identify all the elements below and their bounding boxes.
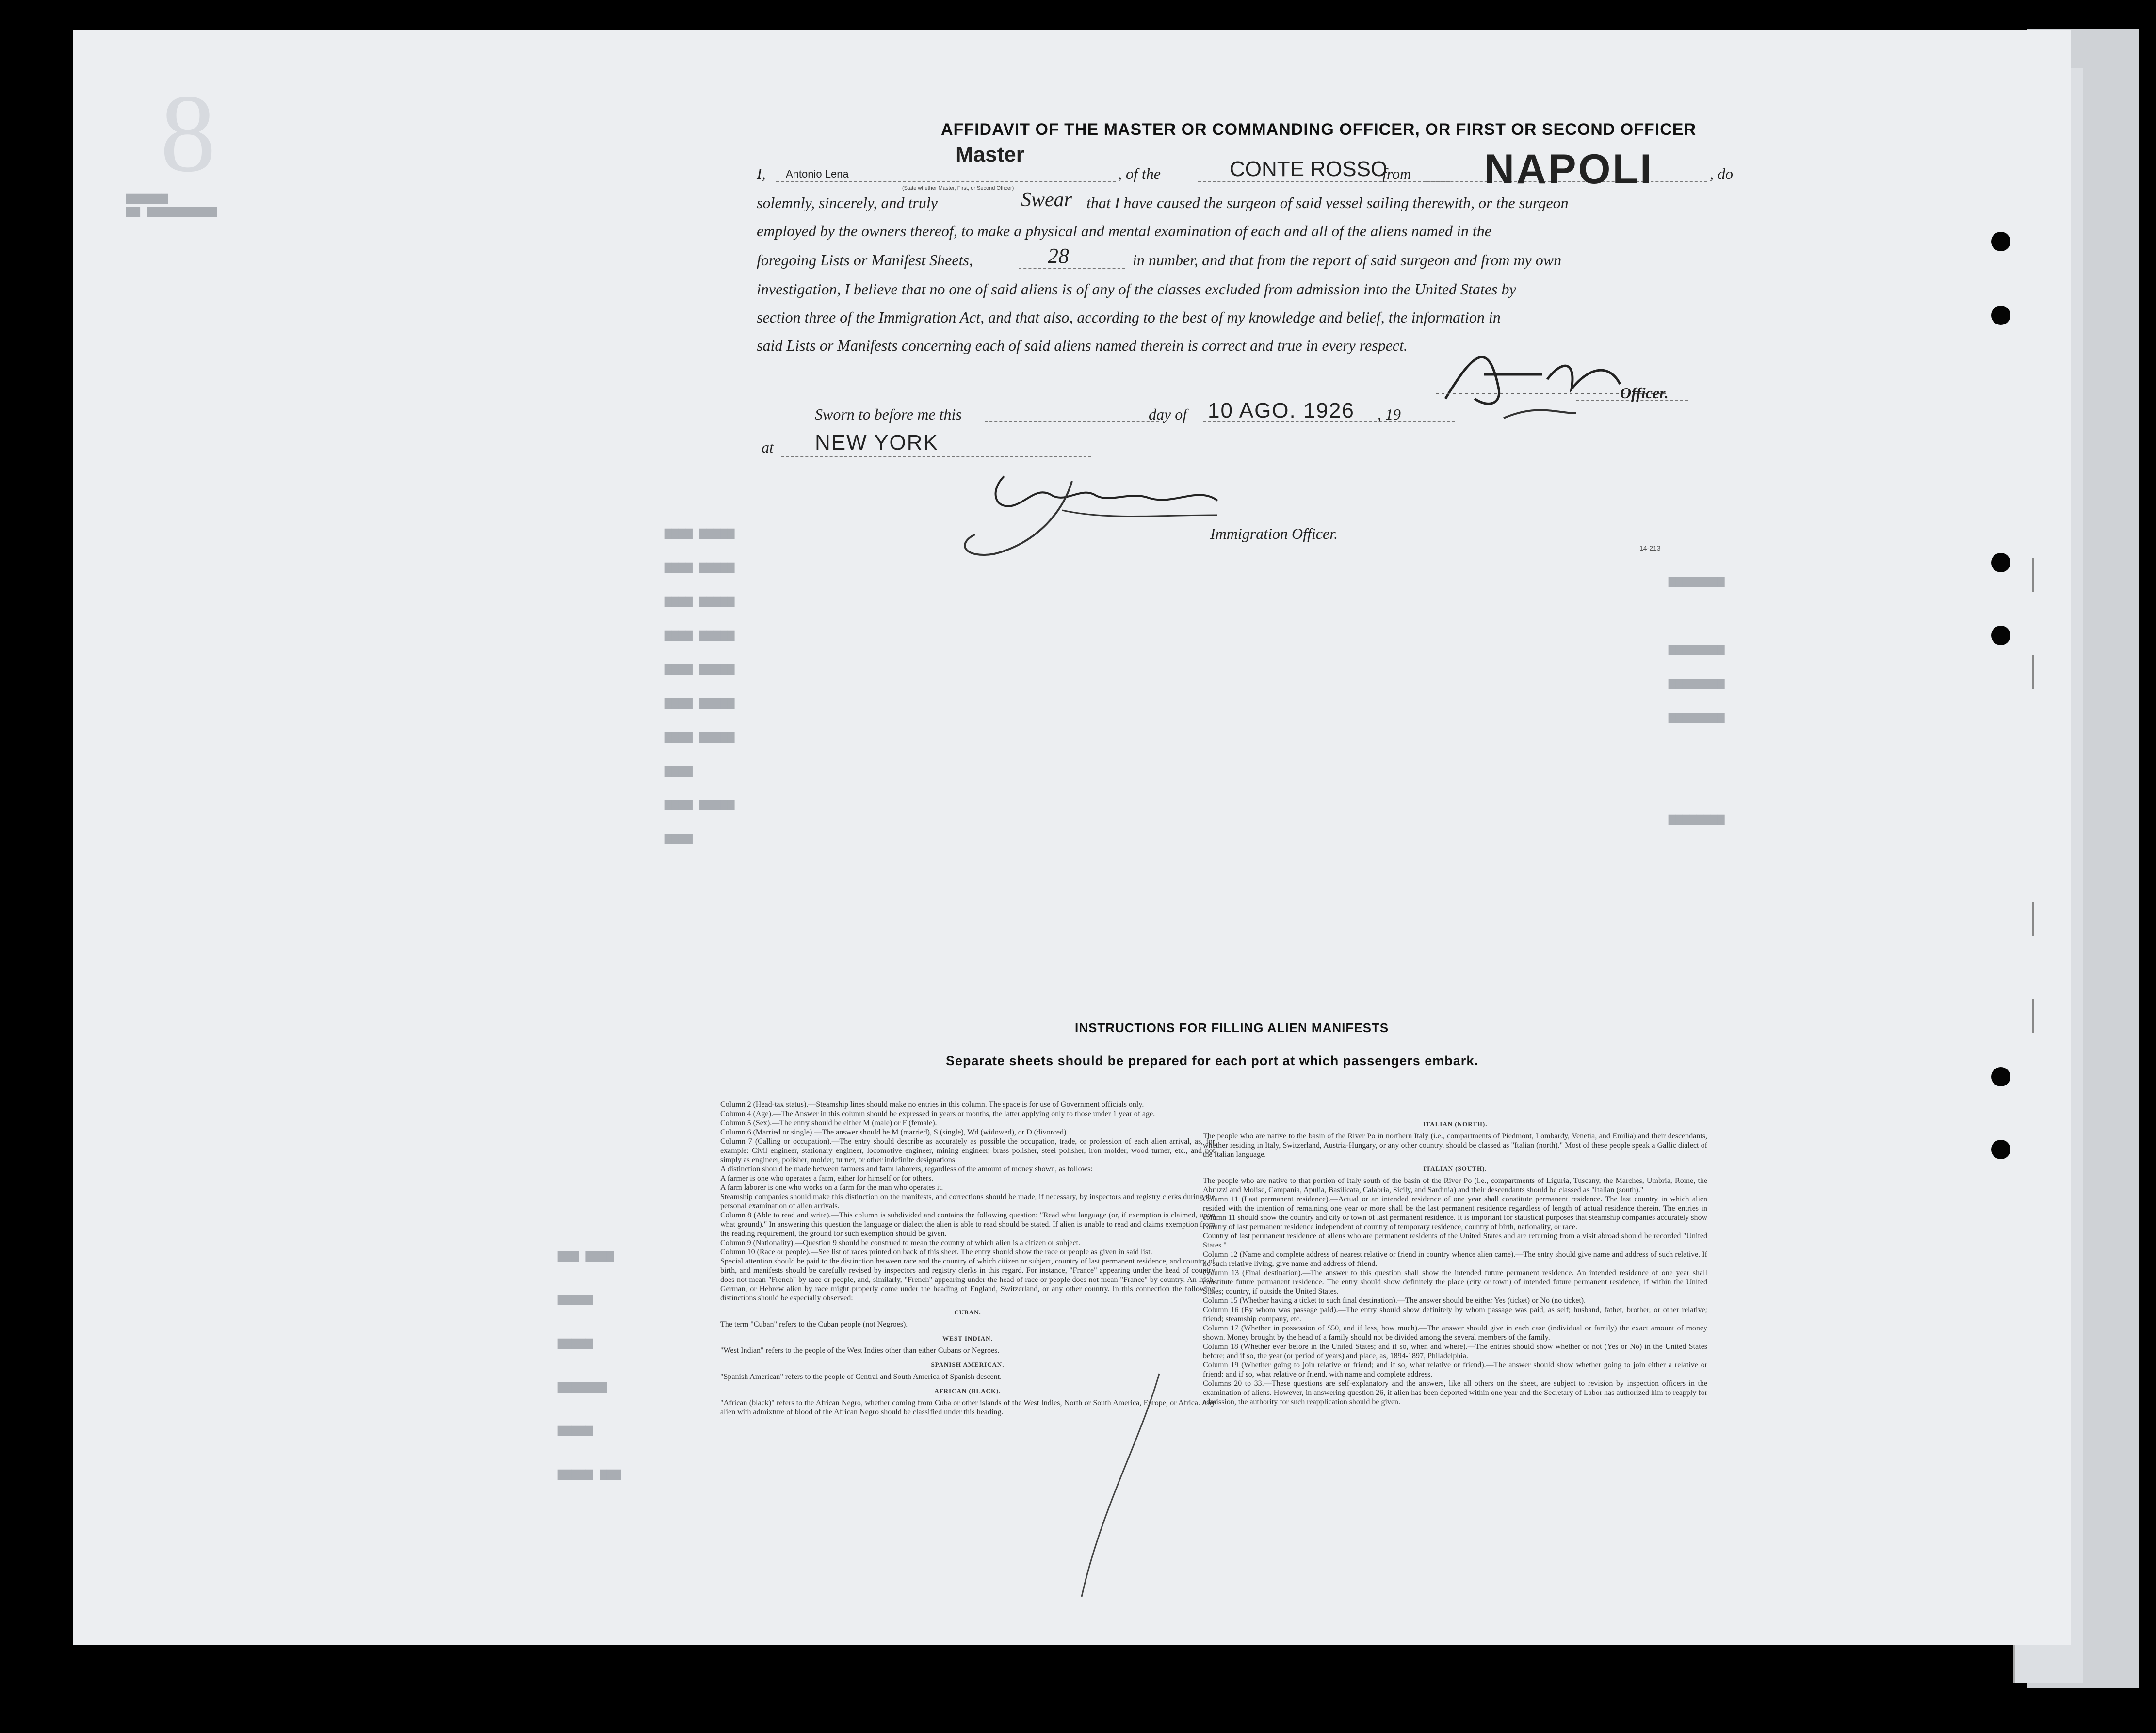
italian-north-definition: The people who are native to the basin of the River Po in northern Italy (i.e., compartments of Piedmont, Lombardy, Venetia, and Emilia) and their descendants, whether residing in Italy, Switzerland, Austria-Hungary, or any other country, should be classed as "Italian (north)." Most of these people speak a Gallic dialect of the Italian language.	[1203, 1132, 1707, 1159]
instruction-paragraph: Column 16 (By whom was passage paid).—The entry should show definitely by whom passage was paid, as self; husband, father, brother, or other relative; friend; steamship company, etc.	[1203, 1306, 1707, 1323]
instruction-paragraph: Column 13 (Final destination).—The answer to this question shall show the intended future permanent residence. An intended residence of one year shall constitute future permanent residence. The entry should show definitely the place (city or town) of intended future permanent residence, if within the United States; country, if outside the United States.	[1203, 1269, 1707, 1296]
instruction-paragraph: Columns 20 to 33.—These questions are self-explanatory and the answers, like all others on the sheet, are subject to revision by inspection officers in the examination of aliens. However, in answering question 26, if alien has been deported within one year and the Secretary of Labor has authorized him to reapply for admission, the authority for such reapplication should be given.	[1203, 1379, 1707, 1406]
instruction-paragraph: Column 5 (Sex).—The entry should be either M (male) or F (female).	[720, 1119, 937, 1127]
tally-mark	[2032, 558, 2034, 592]
cuban-heading: CUBAN.	[954, 1309, 981, 1316]
west-indian-definition: "West Indian" refers to the people of the West Indies other than either Cubans or Negroes.	[720, 1346, 1000, 1355]
binder-hole	[1991, 626, 2010, 645]
pen-stroke	[994, 1364, 1188, 1606]
ghost-text: ▆▆▆▆▆▆ ▆▆ ▆▆▆▆▆▆▆▆▆▆	[126, 190, 217, 217]
instruction-paragraph: Column 6 (Married or single).—The answer should be M (married), S (single), Wd (widowed), or D (divorced).	[720, 1128, 1069, 1136]
binder-hole	[1991, 232, 2010, 251]
spanish-american-heading: SPANISH AMERICAN.	[931, 1361, 1005, 1368]
sworn-date: 10 AGO. 1926	[1208, 399, 1355, 422]
sworn-place: NEW YORK	[815, 431, 939, 454]
ship-name: CONTE ROSSO	[1230, 157, 1388, 181]
officer-label: Officer.	[1620, 384, 1669, 402]
form-number: 14-213	[1639, 544, 1661, 552]
master-name: Antonio Lena	[786, 168, 849, 180]
instruction-paragraph: A distinction should be made between farmers and farm laborers, regardless of the amount of money shown, as follows:	[720, 1165, 1093, 1173]
affidavit-line4a: foregoing Lists or Manifest Sheets,	[757, 251, 973, 269]
port-name: NAPOLI	[1484, 146, 1653, 193]
manifest-sheet	[73, 30, 2071, 1645]
immigration-officer-label: Immigration Officer.	[1210, 525, 1338, 542]
sheet-count: 28	[1048, 244, 1069, 268]
ghost-column-right: ▆▆▆▆▆▆▆▆ ▆▆▆▆▆▆▆▆ ▆▆▆▆▆▆▆▆ ▆▆▆▆▆▆▆▆ ▆▆▆▆▆▆▆▆	[1669, 574, 1725, 825]
sworn-label: Sworn to before me this	[815, 405, 962, 423]
tally-mark	[2032, 902, 2034, 936]
affidavit-line5: investigation, I believe that no one of said aliens is of any of the classes excluded from admission into the United States by	[757, 280, 1516, 298]
cuban-definition: The term "Cuban" refers to the Cuban people (not Negroes).	[720, 1320, 908, 1328]
italian-south-definition: The people who are native to that portion of Italy south of the basin of the River Po (i.e., compartments of Liguria, Tuscany, the Marches, Umbria, Rome, the Abruzzi and Molise, Campania, Apulia, Basilicata, Calabria, Sicily, and Sardinia) and their descendants should be classed as "Italian (south)."	[1203, 1177, 1707, 1194]
ghost-column-lower: ▆▆▆ ▆▆▆▆ ▆▆▆▆▆ ▆▆▆▆▆ ▆▆▆▆▆▆▆ ▆▆▆▆▆ ▆▆▆▆▆ ▆▆▆	[558, 1248, 621, 1480]
instruction-paragraph: Column 11 (Last permanent residence).—Actual or an intended residence of one year shall constitute permanent residence. The last country in which alien resided with the intention of remaining one year or more shall be the last permanent residence regardless of length of actual residence therein. The entries in column 11 should show the country and city or town of last permanent residence. It is important for statistical purposes that steamship companies accurately show country of last permanent residence independent of country of temporary residence, country of birth, nationality, or race.	[1203, 1195, 1707, 1231]
tally-mark	[2032, 999, 2034, 1033]
instruction-paragraph: Special attention should be paid to the distinction between race and the country of which citizen or subject, country of last permanent residence, and country of birth, and manifests should be carefully revised by inspectors and registry clerks in this regard. For instance, "France" appearing under the head of country does not mean "French" by race or people, and, similarly, "French" appearing under the head of race or people does not mean "France" by country. An Irish, German, or Hebrew alien by race might properly come under the heading of England, Switzerland, or any other country. In this connection the following distinctions should be especially observed:	[720, 1257, 1215, 1302]
west-indian-heading: WEST INDIAN.	[942, 1335, 993, 1342]
affidavit-line2b: that I have caused the surgeon of said vessel sailing therewith, or the surgeon	[1086, 194, 1569, 211]
african-definition: "African (black)" refers to the African Negro, whether coming from Cuba or other islands of the West Indies, North or South America, Europe, or Africa. Any alien with admixture of blood of the African Negro should be classified under this heading.	[720, 1399, 1215, 1416]
instruction-paragraph: Column 7 (Calling or occupation).—The entry should describe as accurately as possible the occupation, trade, or profession of each alien arrival, as, for example: Civil engineer, stationary engineer, locomotive engineer, mining engineer, brass polisher, steel polisher, iron molder, wood turner, etc., and not simply as engineer, polisher, molder, turner, or other indefinite designations.	[720, 1137, 1215, 1164]
binder-hole	[1991, 1140, 2010, 1159]
instruction-paragraph: Column 2 (Head-tax status).—Steamship lines should make no entries in this column. The space is for use of Government officials only.	[720, 1101, 1144, 1109]
instruction-paragraph: Column 15 (Whether having a ticket to such final destination).—The answer should be either Yes (ticket) or No (no ticket).	[1203, 1296, 1586, 1305]
instruction-paragraph: Column 10 (Race or people).—See list of races printed on back of this sheet. The entry should show the race or people as given in said list.	[720, 1248, 1152, 1256]
instructions-title: INSTRUCTIONS FOR FILLING ALIEN MANIFESTS	[1075, 1020, 1389, 1035]
from-label: from	[1382, 165, 1411, 182]
affidavit-line4b: in number, and that from the report of said surgeon and from my own	[1133, 251, 1562, 269]
instruction-paragraph: Column 4 (Age).—The Answer in this column should be expressed in years or months, the latter applying only to those under 1 year of age.	[720, 1110, 1155, 1118]
african-heading: AFRICAN (BLACK).	[934, 1387, 1001, 1394]
affidavit-i: I,	[757, 165, 766, 182]
instruction-paragraph: Column 18 (Whether ever before in the United States; and if so, when and where).—The entries should show whether or not (Yes or No) in the United States before; and if so, the year (or period of years) and place, as, 1894-1897, Philadelphia.	[1203, 1343, 1707, 1360]
swear-stamp: Swear	[1021, 189, 1072, 211]
binder-hole	[1991, 553, 2010, 572]
affidavit-line7: said Lists or Manifests concerning each of said aliens named therein is correct and true in every respect.	[757, 337, 1408, 354]
affidavit-line3: employed by the owners thereof, to make a physical and mental examination of each and all of the aliens named in the	[757, 222, 1491, 240]
binder-hole	[1991, 1067, 2010, 1086]
affidavit-line2a: solemnly, sincerely, and truly	[757, 194, 938, 211]
tally-mark	[2032, 655, 2034, 689]
instruction-paragraph: Column 12 (Name and complete address of nearest relative or friend in country whence alien came).—The entry should give name and address of such relative. If no such relative living, give name and address of friend.	[1203, 1250, 1707, 1268]
immigration-officer-signature	[946, 457, 1324, 583]
instructions-subtitle: Separate sheets should be prepared for each port at which passengers embark.	[946, 1053, 1478, 1068]
instructions-right-column	[1203, 1115, 1707, 1407]
binder-hole	[1991, 306, 2010, 325]
italian-north-heading: ITALIAN (NORTH).	[1423, 1120, 1488, 1128]
do-label: , do	[1710, 165, 1733, 182]
instruction-paragraph: Country of last permanent residence of aliens who are permanent residents of the United States and are returning from a visit abroad should be recorded "United States."	[1203, 1232, 1707, 1249]
instruction-paragraph: Column 8 (Able to read and write).—This column is subdivided and contains the following question: "Read what language (or, if exemption is claimed, upon what ground)." In answering this question the language or dialect the alien is able to read should be stated. If alien is unable to read and claims exemption from the reading requirement, the ground for such exemption should be given.	[720, 1211, 1215, 1238]
rank-note: (State whether Master, First, or Second Officer)	[902, 185, 1014, 191]
affidavit-title: AFFIDAVIT OF THE MASTER OR COMMANDING OFFICER, OR FIRST OR SECOND OFFICER	[941, 120, 1696, 139]
sheet-number: 8	[160, 71, 216, 195]
instruction-paragraph: A farmer is one who operates a farm, either for himself or for others.	[720, 1174, 934, 1182]
of-the-label: , of the	[1118, 165, 1161, 182]
italian-south-heading: ITALIAN (SOUTH).	[1423, 1165, 1487, 1172]
master-signature	[1416, 331, 1688, 428]
instruction-paragraph: A farm laborer is one who works on a farm for the man who operates it.	[720, 1183, 943, 1192]
spanish-american-definition: "Spanish American" refers to the people of Central and South America of Spanish descent.	[720, 1373, 1002, 1381]
at-label: at	[762, 438, 774, 456]
instruction-paragraph: Steamship companies should make this distinction on the manifests, and corrections should be made, if necessary, by inspectors and registry clerks during the personal examination of alien arrivals.	[720, 1193, 1215, 1210]
day-of-label: day of	[1149, 405, 1187, 423]
instruction-paragraph: Column 19 (Whether going to join relative or friend; and if so, what relative or friend).—The answer should show whether going to join either a relative or friend; and if so, what relative or friend, with name and complete address.	[1203, 1361, 1707, 1378]
instruction-paragraph: Column 9 (Nationality).—Question 9 should be construed to mean the country of which alien is a citizen or subject.	[720, 1239, 1081, 1247]
year-prefix: , 19	[1378, 405, 1401, 423]
ghost-column: ▆▆▆▆ ▆▆▆▆▆ ▆▆▆▆ ▆▆▆▆▆ ▆▆▆▆ ▆▆▆▆▆ ▆▆▆▆ ▆▆▆▆▆ ▆▆▆▆ ▆▆▆▆▆ ▆▆▆▆ ▆▆▆▆▆ ▆▆▆▆ ▆▆▆▆▆ ▆▆▆▆ ▆▆▆▆ ▆▆▆▆▆ ▆▆▆▆	[665, 525, 735, 844]
instruction-paragraph: Column 17 (Whether in possession of $50, and if less, how much).—The answer should give in each case (individual or family) the exact amount of money shown. Money brought by the head of a family should not be divided among the several members of the family.	[1203, 1324, 1707, 1342]
rank-stamp: Master	[956, 143, 1024, 166]
affidavit-line6: section three of the Immigration Act, and that also, according to the best of my knowledge and belief, the information in	[757, 308, 1501, 326]
